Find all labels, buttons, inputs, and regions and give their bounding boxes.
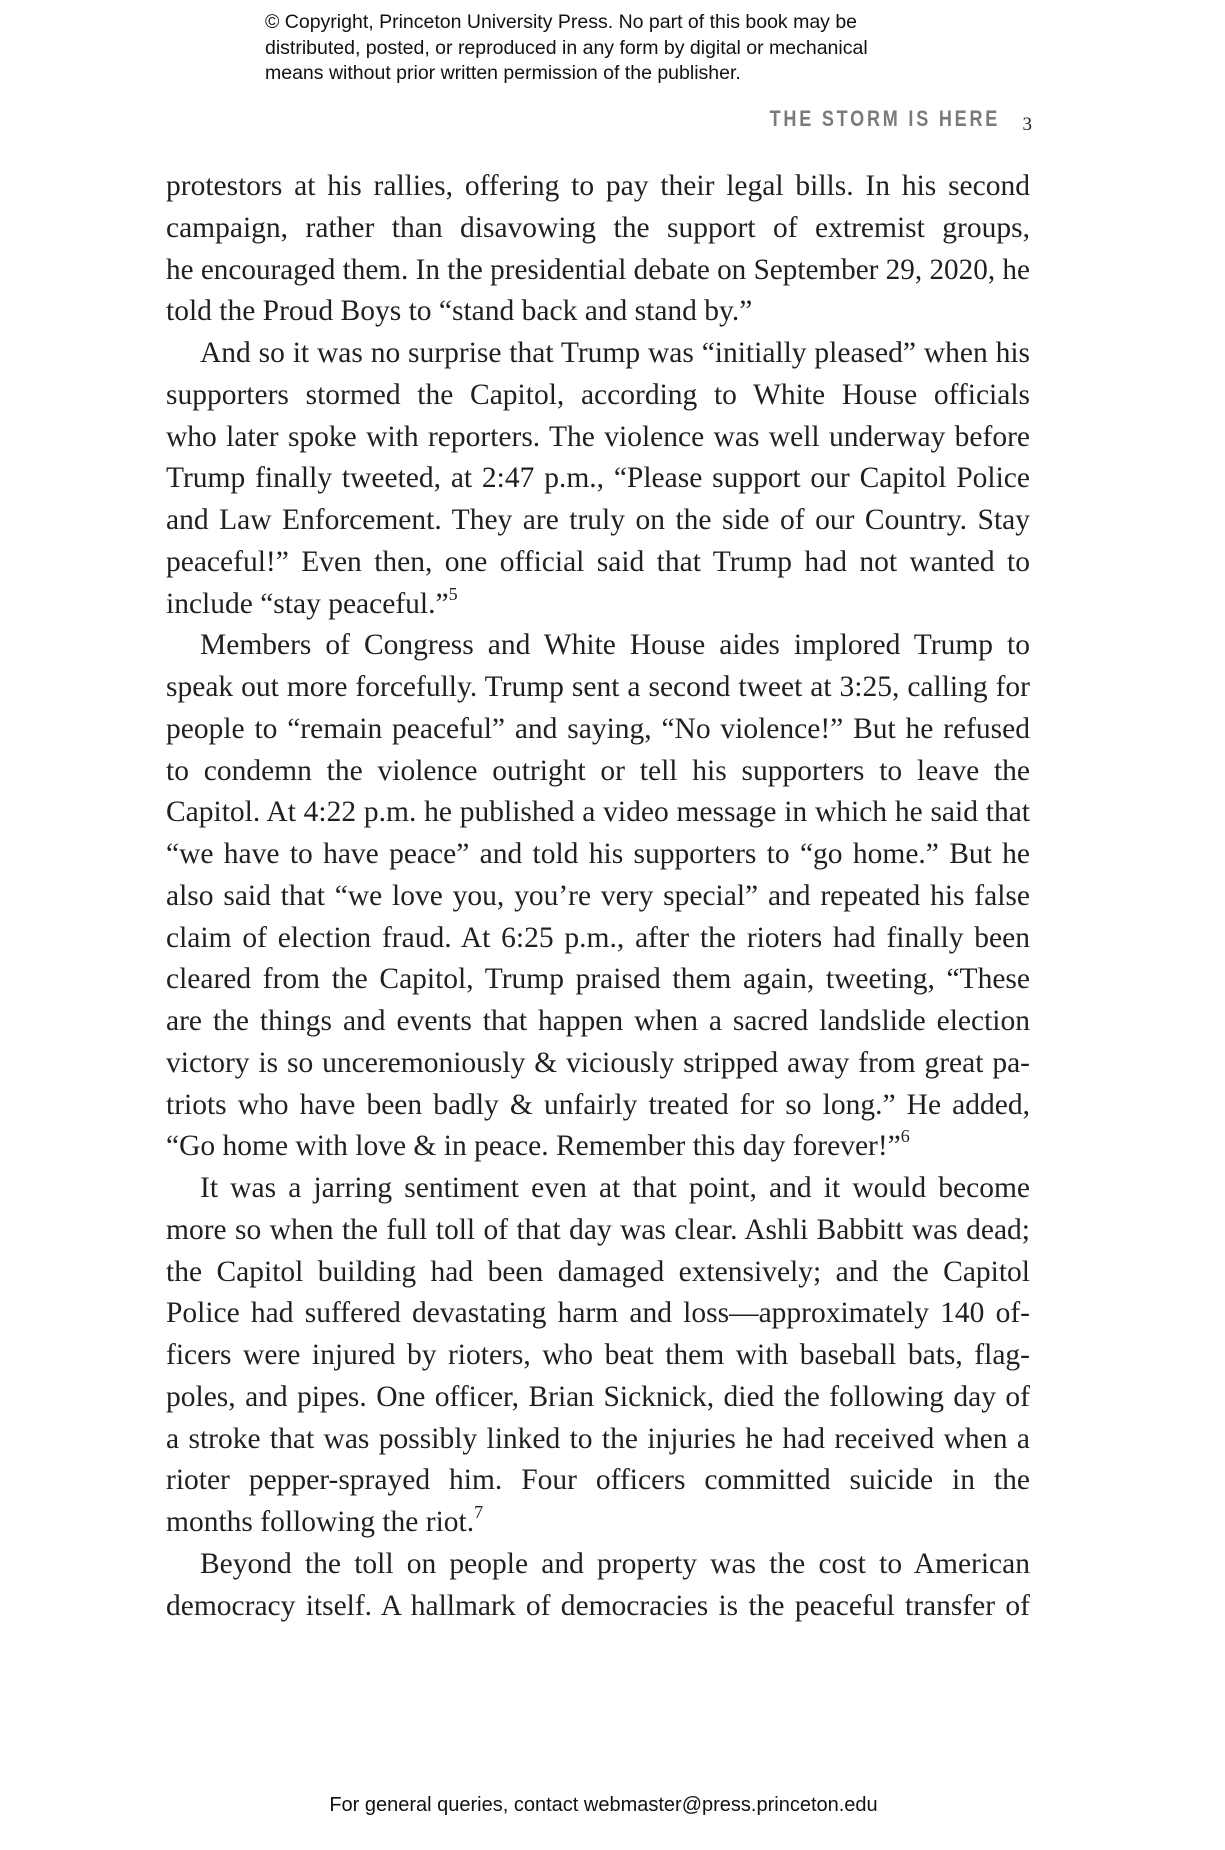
text-line: peaceful!” Even then, one official said that Trump had not wanted to: [166, 545, 1030, 578]
text-line: and Law Enforcement. They are truly on the side of our Country. Stay: [166, 504, 1030, 536]
text-line: It was a jarring sentiment even at that point, and it would become: [200, 1172, 1030, 1204]
footnote-marker: 7: [474, 1502, 484, 1523]
text-line: “we have to have peace” and told his supporters to “go home.” But he: [166, 838, 1030, 870]
copyright-line: © Copyright, Princeton University Press. No part of this book may be: [265, 11, 858, 33]
copyright-line: distributed, posted, or reproduced in any form by digital or mechanical: [265, 36, 868, 59]
text-line: “Go home with love & in peace. Remember this day forever!”$^6$: [166, 1126, 910, 1163]
paragraph: [166, 166, 1030, 333]
text-line: are the things and events that happen when a sacred landslide election: [166, 1005, 1030, 1037]
paragraph: [166, 1544, 1030, 1628]
running-head: [740, 106, 1032, 136]
copyright-notice: [265, 10, 1005, 87]
text-line: protestors at his rallies, offering to pay their legal bills. In his second: [166, 170, 1030, 202]
text-line: Trump finally tweeted, at 2:47 p.m., “Please support our Capitol Police: [166, 462, 1030, 495]
text-line: people to “remain peaceful” and saying, “No violence!” But he refused: [166, 712, 1030, 745]
text-line: victory is so unceremoniously & viciously stripped away from great pa-: [166, 1046, 1030, 1079]
footnote-marker: 5: [448, 583, 458, 604]
text-line: rioter pepper-sprayed him. Four officers committed suicide in the: [166, 1464, 1030, 1497]
text-line: campaign, rather than disavowing the support of extremist groups,: [166, 211, 1030, 244]
text-line: include “stay peaceful.”$^5$: [166, 583, 458, 620]
text-line: to condemn the violence outright or tell his supporters to leave the: [166, 754, 1030, 787]
text-line: who later spoke with reporters. The violence was well underway before: [166, 420, 1030, 453]
text-line: speak out more forcefully. Trump sent a second tweet at 3:25, calling for: [166, 671, 1030, 703]
text-line: more so when the full toll of that day was clear. Ashli Babbitt was dead;: [166, 1213, 1030, 1246]
text-line: cleared from the Capitol, Trump praised them again, tweeting, “These: [166, 963, 1030, 996]
text-line: told the Proud Boys to “stand back and stand by.”: [166, 295, 753, 328]
text-line: poles, and pipes. One officer, Brian Sicknick, died the following day of: [166, 1380, 1030, 1413]
paragraph: [166, 625, 1030, 1168]
page-number: 3: [1022, 114, 1032, 135]
footnote-marker: 6: [900, 1126, 910, 1147]
text-line: the Capitol building had been damaged extensively; and the Capitol: [166, 1255, 1030, 1288]
paragraph: [166, 333, 1030, 625]
text-line: Members of Congress and White House aides implored Trump to: [200, 629, 1030, 662]
text-line: also said that “we love you, you’re very special” and repeated his false: [166, 879, 1030, 912]
text-line: he encouraged them. In the presidential debate on September 29, 2020, he: [166, 253, 1030, 286]
text-line: And so it was no surprise that Trump was “initially pleased” when his: [200, 337, 1030, 369]
text-line: claim of election fraud. At 6:25 p.m., after the rioters had finally been: [166, 921, 1030, 954]
text-line: democracy itself. A hallmark of democracies is the peaceful transfer of: [166, 1589, 1030, 1622]
text-line: a stroke that was possibly linked to the injuries he had received when a: [166, 1422, 1030, 1455]
text-line: Police had suffered devastating harm and loss—approximately 140 of-: [166, 1297, 1030, 1330]
body-text: [166, 166, 1030, 1627]
text-line: Beyond the toll on people and property was the cost to American: [200, 1547, 1030, 1580]
text-line: supporters stormed the Capitol, according to White House officials: [166, 378, 1030, 411]
copyright-line: means without prior written permission of the publisher.: [265, 62, 741, 84]
text-line: months following the riot.$^7$: [166, 1502, 484, 1538]
text-line: Capitol. At 4:22 p.m. he published a video message in which he said that: [166, 796, 1030, 829]
paragraph: [166, 1168, 1030, 1544]
text-line: triots who have been badly & unfairly treated for so long.” He added,: [166, 1088, 1030, 1121]
text-line: ficers were injured by rioters, who beat them with baseball bats, flag-: [166, 1339, 1030, 1371]
footer-contact: For general queries, contact webmaster@press.princeton.edu: [329, 1794, 878, 1816]
chapter-running-title: THE STORM IS HERE: [770, 106, 1001, 131]
